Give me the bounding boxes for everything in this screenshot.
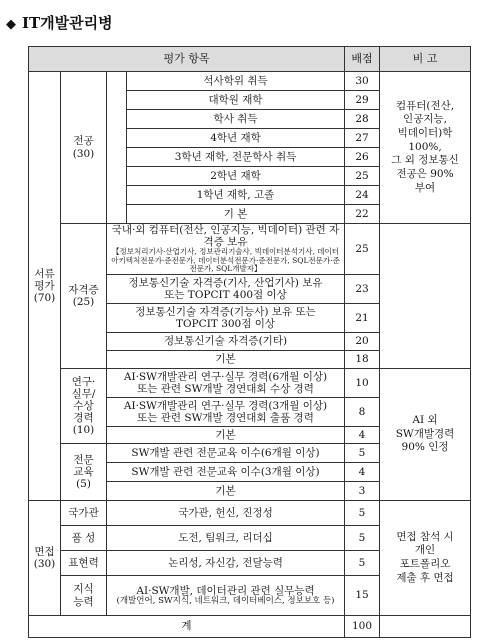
header-item: 평가 항목 — [29, 47, 345, 72]
row-item: 정보통신기술 자격증(기사, 산업기사) 보유 또는 TOPCIT 400점 이상 — [107, 275, 345, 304]
row-score: 25 — [345, 224, 380, 275]
table-header-row — [29, 47, 471, 72]
row-item: 정보통신기술 자격증(기능사) 보유 또는 TOPCIT 300점 이상 — [107, 304, 345, 333]
row-item: 기본 — [107, 427, 345, 444]
row-item: 대학원 재학 — [127, 91, 345, 110]
total-score: 100 — [345, 616, 380, 638]
evaluation-table — [28, 46, 471, 638]
page-title — [6, 12, 113, 33]
row-item: SW개발 관련 전문교육 이수(3개월 이상) — [107, 463, 345, 482]
row-item: 석사학위 취득 — [127, 72, 345, 91]
table-row — [29, 72, 471, 91]
group-major: 전공 (30) — [61, 72, 107, 224]
row-score: 21 — [345, 304, 380, 333]
row-score: 25 — [345, 167, 380, 186]
total-note — [380, 616, 471, 638]
group-exp: 연구· 실무/ 수상 경력 (10) — [61, 369, 107, 444]
row-score: 4 — [345, 463, 380, 482]
section-doc: 서류 평가 (70) — [29, 72, 61, 501]
row-score: 3 — [345, 482, 380, 501]
row-item: 도전, 팀워크, 리더십 — [107, 526, 345, 551]
note-empty — [380, 224, 471, 369]
row-item: 4학년 재학 — [127, 129, 345, 148]
row-item: 학사 취득 — [127, 110, 345, 129]
group-knowledge: 지식 능력 — [61, 576, 107, 616]
row-item: 3학년 재학, 전문학사 취득 — [127, 148, 345, 167]
row-item: 2학년 재학 — [127, 167, 345, 186]
row-item: 기 본 — [127, 205, 345, 224]
row-score: 5 — [345, 501, 380, 526]
row-score: 29 — [345, 91, 380, 110]
diamond-bullet-icon: ◆ — [6, 17, 16, 32]
row-item — [107, 224, 345, 275]
row-score: 27 — [345, 129, 380, 148]
table-row — [29, 224, 471, 275]
row-item: 기본 — [107, 482, 345, 501]
note-exp: AI 외 SW개발경력 90% 인정 — [380, 369, 471, 501]
row-item: 정보통신기술 자격증(기타) — [107, 333, 345, 351]
row-item: AI·SW개발관리 연구·실무 경력(6개월 이상) 또는 관련 SW개발 경연대회 수상 경력 — [107, 369, 345, 398]
row-item: 국가관, 헌신, 진정성 — [107, 501, 345, 526]
note-major: 컴퓨터(전산, 인공지능, 빅데이터)학 100%, 그 외 정보통신 전공은 90% 부여 — [380, 72, 471, 224]
row-item: 기본 — [107, 351, 345, 369]
row-score: 4 — [345, 427, 380, 444]
row-item: SW개발 관련 전문교육 이수(6개월 이상) — [107, 444, 345, 463]
row-score: 30 — [345, 72, 380, 91]
row-score: 15 — [345, 576, 380, 616]
group-nation: 국가관 — [61, 501, 107, 526]
row-item: 논리성, 자신감, 전달능력 — [107, 551, 345, 576]
group-cert: 자격증 (25) — [61, 224, 107, 369]
table-row — [29, 369, 471, 398]
total-row — [29, 616, 471, 638]
row-score: 5 — [345, 551, 380, 576]
row-score: 28 — [345, 110, 380, 129]
title-text: IT개발관리병 — [22, 14, 113, 32]
spacer-cell — [107, 72, 127, 224]
note-interview: 면접 참석 시 개인 포트폴리오 제출 후 면접 — [380, 501, 471, 616]
row-item-text: 국내·외 컴퓨터(전산, 인공지능, 빅데이터) 관련 자격증 보유 — [111, 224, 340, 249]
row-score: 23 — [345, 275, 380, 304]
row-item — [107, 576, 345, 616]
row-score: 5 — [345, 526, 380, 551]
group-edu: 전문 교육 (5) — [61, 444, 107, 501]
row-item-text: AI·SW개발, 데이터관리 관련 실무능력 — [136, 584, 315, 597]
row-item-detail: (개발언어, SW지식, 네트워크, 데이터베이스, 정보보호 등) — [116, 595, 335, 606]
row-score: 5 — [345, 444, 380, 463]
group-character: 품 성 — [61, 526, 107, 551]
group-expression: 표현력 — [61, 551, 107, 576]
header-score: 배점 — [345, 47, 380, 72]
section-interview: 면접 (30) — [29, 501, 61, 616]
row-score: 22 — [345, 205, 380, 224]
row-item: 1학년 재학, 고졸 — [127, 186, 345, 205]
row-score: 10 — [345, 369, 380, 398]
row-item-detail: 【정보처리기사·산업기사, 정보관리기술사, 빅데이터분석기사, 데이터아키텍처전문가·준전문가, 데이터분석전문가·준전문가, SQL전문가·준전문가, SQL개발자】 — [111, 247, 340, 274]
total-label: 계 — [29, 616, 345, 638]
row-score: 18 — [345, 351, 380, 369]
row-score: 26 — [345, 148, 380, 167]
row-score: 8 — [345, 398, 380, 427]
row-item: AI·SW개발관리 연구·실무 경력(3개월 이상) 또는 관련 SW개발 경연대회 출품 경력 — [107, 398, 345, 427]
table-row — [29, 501, 471, 526]
header-note: 비 고 — [380, 47, 471, 72]
row-score: 24 — [345, 186, 380, 205]
row-score: 20 — [345, 333, 380, 351]
